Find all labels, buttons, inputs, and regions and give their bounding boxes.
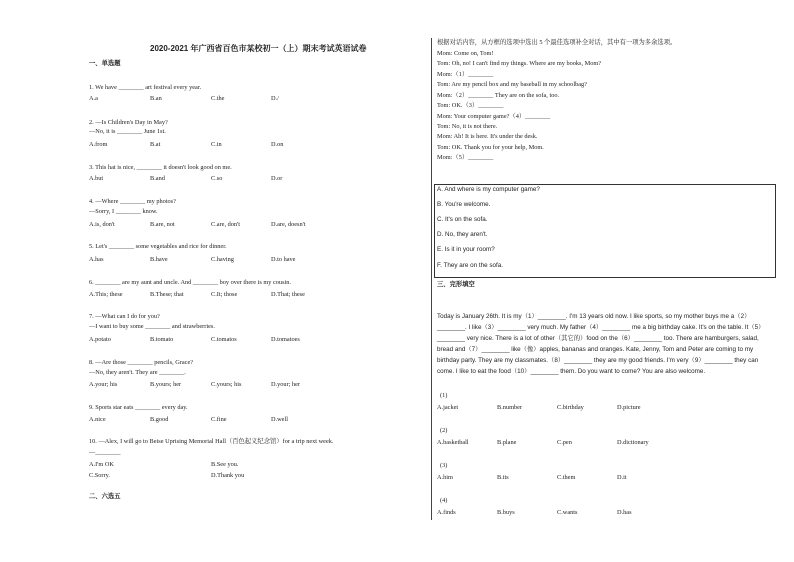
q6-option-b: B.These; that — [150, 291, 184, 298]
cloze-4-option-a: A.finds — [437, 509, 456, 516]
question-8-stem: 8. —Are those ________ pencils, Grace? — [89, 359, 194, 366]
cloze-4-option-d: D.has — [617, 509, 632, 516]
dialog-line: Tom: Oh, no! I can't find my things. Where are my books, Mom? — [437, 60, 602, 67]
dialog-line: Tom: OK. Thank you for your help, Mom. — [437, 144, 544, 151]
question-7-stem: 7. —What can I do for you? — [89, 313, 160, 320]
cloze-1-option-c: C.birthday — [557, 404, 584, 411]
q9-option-d: D.well — [271, 416, 288, 423]
cloze-4-option-c: C.wants — [557, 509, 578, 516]
question-4-stem-line2: —Sorry, I ________ know. — [89, 208, 158, 215]
q4-option-d: D.are, doesn't — [271, 221, 306, 228]
dialog-line: Mom: Your computer game?（4）________ — [437, 113, 551, 120]
passage-line: bread and（7）________ like（像）apples, bananas and oranges. Kate, Jenny, Tom and Peter are coming to my — [437, 346, 754, 353]
q3-option-a: A.but — [89, 175, 104, 182]
cloze-4-option-b: B.buys — [497, 509, 515, 516]
q3-option-b: B.and — [150, 175, 165, 182]
dialog-line: Mom: Come on, Tom! — [437, 50, 494, 57]
question-2-stem: 2. —Is Children's Day in May? — [89, 119, 168, 126]
option-a: A. And where is my computer game? — [437, 186, 540, 193]
q10-option-a: A.I'm OK — [89, 461, 114, 468]
q5-option-b: B.have — [150, 256, 168, 263]
cloze-2-option-b: B.plane — [497, 439, 517, 446]
cloze-2-option-d: D.dictionary — [617, 439, 649, 446]
cloze-1-option-a: A.jacket — [437, 404, 459, 411]
question-1-stem: 1. We have ________ art festival every year. — [89, 84, 202, 91]
q5-option-d: D.to have — [271, 256, 296, 263]
cloze-3-option-c: C.them — [557, 474, 576, 481]
q3-option-d: D.or — [271, 175, 283, 182]
dialog-line: Tom: Are my pencil box and my baseball in my schoolbag? — [437, 81, 587, 88]
q1-option-d: D./ — [271, 95, 279, 102]
question-4-stem: 4. —Where ________ my photos? — [89, 198, 176, 205]
dialog-line: Mom:（2）________ They are on the sofa, too. — [437, 92, 560, 99]
q1-option-b: B.an — [150, 95, 162, 102]
dialog-line: Mom: Ah! It is here. It's under the desk. — [437, 133, 538, 140]
question-9-stem: 9. Sports star eats ________ every day. — [89, 404, 188, 411]
cloze-2-option-c: C.pen — [557, 439, 572, 446]
question-10-stem: 10. —Alex, I will go to Beise Uprising Memorial Hall（百色起义纪念馆）for a trip next week. — [89, 438, 334, 445]
q3-option-c: C.so — [211, 175, 223, 182]
question-7-stem-line2: —I want to buy some ________ and strawberries. — [89, 323, 215, 330]
question-3-stem: 3. This hat is nice, ________ it doesn't look good on me. — [89, 164, 232, 171]
dialog-line: Mom:（5）________ — [437, 154, 494, 161]
q7-option-b: B.tomato — [150, 336, 174, 343]
cloze-1-option-b: B.number — [497, 404, 523, 411]
section-heading-2: 二、六选五 — [89, 493, 121, 500]
cloze-4-number: (4) — [440, 497, 448, 504]
dialog-line: Tom: No, it is not there. — [437, 123, 498, 130]
cloze-3-option-b: B.its — [497, 474, 509, 481]
q2-option-b: B.at — [150, 141, 161, 148]
cloze-2-option-a: A.basketball — [437, 439, 469, 446]
q4-option-c: C.are, don't — [211, 221, 240, 228]
q2-option-d: D.on — [271, 141, 284, 148]
q6-option-c: C.It; those — [211, 291, 238, 298]
option-f: F. They are on the sofa. — [437, 262, 504, 269]
passage-line: Today is January 26th. It is my（1）________. I'm 13 years old now. I like sports, so my mother buys me a（2） — [437, 313, 751, 320]
q5-option-c: C.having — [211, 256, 234, 263]
q7-option-a: A.potato — [89, 336, 111, 343]
passage-line: birthday party. They are my classmates.（8）________ they are my good friends. I'm very（9）________ they can — [437, 357, 759, 364]
q2-option-c: C.in — [211, 141, 222, 148]
cloze-3-option-a: A.him — [437, 474, 453, 481]
question-2-stem-line2: —No, it is ________ June 1st. — [89, 128, 166, 135]
cloze-3-number: (3) — [440, 462, 448, 469]
cloze-3-option-d: D.it — [617, 474, 627, 481]
cloze-1-number: (1) — [440, 392, 448, 399]
q7-option-c: C.tomatos — [211, 336, 237, 343]
option-d: D. No, they aren't. — [437, 231, 488, 238]
q6-option-a: A.This; these — [89, 291, 123, 298]
passage-line: ________. I like（3）________ very much. My father（4）________ me a big birthday cake. It's on the table. It（5） — [437, 324, 765, 331]
cloze-2-number: (2) — [440, 427, 448, 434]
q8-option-d: D.your; her — [271, 381, 301, 388]
q10-option-d: D.Thank you — [211, 472, 245, 479]
cloze-1-option-d: D.picture — [617, 404, 641, 411]
passage-line: ________ very nice. There is a lot of other（其它的）food on the（6）________ too. There are hamburgers, salad, — [437, 335, 759, 342]
q10-option-b: B.See you. — [211, 461, 239, 468]
question-8-stem-line2: —No, they aren't. They are ________. — [89, 369, 186, 376]
q2-option-a: A.from — [89, 141, 108, 148]
q7-option-d: D.tomatoes — [271, 336, 300, 343]
q9-option-a: A.nice — [89, 416, 106, 423]
page-title: 2020-2021 年广西省百色市某校初一（上）期末考试英语试卷 — [150, 44, 367, 53]
q1-option-a: A.a — [89, 95, 98, 102]
dialog-line: Mom:（1）________ — [437, 71, 494, 78]
q10-option-c: C.Sorry. — [89, 472, 110, 479]
q4-option-b: B.are, not — [150, 221, 175, 228]
q9-option-b: B.good — [150, 416, 169, 423]
dialog-line: Tom: OK.（3）________ — [437, 102, 504, 109]
q5-option-a: A.has — [89, 256, 104, 263]
section-heading-1: 一、单选题 — [89, 60, 121, 67]
passage-line: come. I like to eat the food（10）________ them. Do you want to come? You are also welcome. — [437, 368, 706, 375]
q6-option-d: D.That; these — [271, 291, 305, 298]
option-b: B. You're welcome. — [437, 201, 491, 208]
option-c: C. It's on the sofa. — [437, 216, 488, 223]
question-6-stem: 6. ________ are my aunt and uncle. And ________ boy over there is my cousin. — [89, 279, 291, 286]
question-10-stem-line2: —________ — [89, 449, 121, 456]
q1-option-c: C.the — [211, 95, 225, 102]
section-heading-3: 三、完形填空 — [437, 281, 475, 288]
dialog-instructions: 根据对话内容，从方框的选项中选出 5 个最佳选项补全对话，其中有一项为多余选项。 — [437, 39, 677, 46]
q8-option-c: C.yours; his — [211, 381, 242, 388]
q8-option-b: B.yours; her — [150, 381, 182, 388]
column-divider — [431, 38, 432, 520]
q9-option-c: C.fine — [211, 416, 227, 423]
option-e: E. Is it in your room? — [437, 246, 495, 253]
question-5-stem: 5. Let's ________ some vegetables and rice for dinner. — [89, 243, 227, 250]
q4-option-a: A.is, don't — [89, 221, 115, 228]
q8-option-a: A.your; his — [89, 381, 118, 388]
